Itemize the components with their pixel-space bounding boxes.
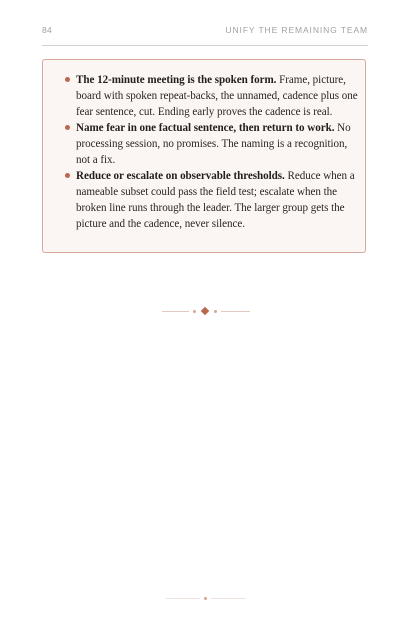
running-header [42,25,368,41]
ornament-line-left [162,311,189,312]
bullet-body: No processing session, no promises. The naming is a recognition, not a fix. [76,122,351,166]
bullet-body: Reduce when a nameable subset could pass the field test; escalate when the broken line runs through the leader. The larger group gets the picture and the cadence, never silence. [76,170,355,230]
bullet-lead: Name fear in one factual sentence, then return to work. [76,122,335,134]
bullet-lead: Reduce or escalate on observable thresholds. [76,170,285,182]
ornament-dot-left [193,310,196,313]
bullet-dot-icon [65,173,70,178]
footer-dot-icon [204,597,207,600]
footer-line-right [211,598,246,599]
bullet-list [76,72,358,232]
ornament-diamond-icon [201,307,209,315]
running-title: UNIFY THE REMAINING TEAM [225,25,368,35]
ornament-dot-right [214,310,217,313]
ornament-line-right [221,311,250,312]
summary-callout-box [42,59,366,253]
section-break-ornament [162,306,250,318]
bullet-body: Frame, picture, board with spoken repeat-backs, the unnamed, cadence plus one fear sentence, cut. Ending early proves the cadence is real. [76,74,358,118]
bullet-dot-icon [65,77,70,82]
page-number: 84 [42,25,53,35]
bullet-lead: The 12-minute meeting is the spoken form. [76,74,277,86]
bullet-item [76,72,358,120]
bullet-dot-icon [65,125,70,130]
bullet-item [76,120,358,168]
footer-line-left [166,598,200,599]
header-divider [42,45,368,46]
footer-ornament [166,596,246,602]
bullet-item [76,168,358,232]
